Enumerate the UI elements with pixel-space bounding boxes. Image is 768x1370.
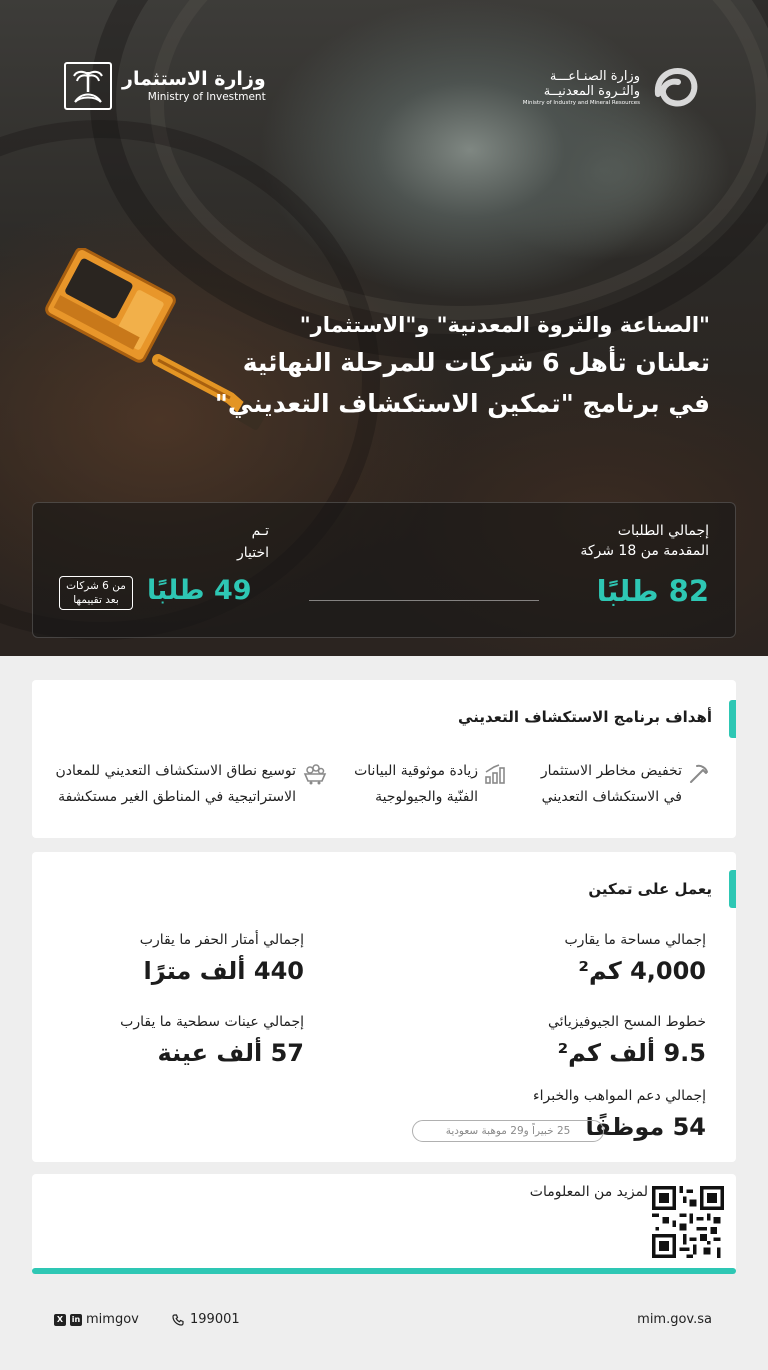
- metric-geophysical-lines: [548, 1012, 706, 1068]
- headline: [150, 308, 710, 424]
- goal-1-line-1: تخفيض مخاطر الاستثمار: [540, 763, 682, 779]
- metric-value: 9.5 ألف كم²: [557, 1039, 706, 1067]
- total-applications-value: 82 طلبًا: [596, 574, 709, 608]
- more-info-text: لمزيد من المعلومات: [529, 1184, 648, 1200]
- stats-panel: [32, 502, 736, 638]
- total-applications-stat: [580, 521, 709, 609]
- headline-line-1: "الصناعة والثروة المعدنية" و"الاستثمار": [299, 313, 710, 337]
- footer: [0, 1312, 768, 1336]
- goal-item-expand-exploration: [56, 758, 328, 810]
- goal-2-line-1: زيادة موثوقية البيانات: [354, 763, 478, 779]
- headline-line-2: تعلنان تأهل 6 شركات للمرحلة النهائية: [242, 348, 710, 377]
- phone-icon: [172, 1314, 184, 1326]
- selected-label-1: تـم: [251, 523, 269, 539]
- pickaxe-icon: [686, 762, 712, 788]
- metric-label: إجمالي دعم المواهب والخبراء: [533, 1088, 706, 1104]
- metric-value: 4,000 كم²: [578, 957, 706, 985]
- investment-ministry-name-en: Ministry of Investment: [147, 91, 266, 103]
- goal-2-line-2: الفنّية والجيولوجية: [375, 789, 478, 805]
- more-info-card: [32, 1174, 736, 1272]
- enable-title: يعمل على تمكين: [588, 880, 712, 898]
- industry-ministry-name-en: Ministry of Industry and Mineral Resources: [522, 99, 640, 106]
- phone-number[interactable]: [172, 1312, 240, 1327]
- metric-label: خطوط المسح الجيوفيزيائي: [547, 1014, 706, 1030]
- qr-code-icon[interactable]: [652, 1186, 724, 1258]
- goal-1-line-2: في الاستكشاف التعديني: [541, 789, 682, 805]
- x-icon[interactable]: X: [54, 1314, 66, 1326]
- section-accent-bar: [729, 700, 736, 738]
- investment-ministry-name-ar: وزارة الاستثمار: [122, 68, 266, 90]
- selected-label-2: اختيار: [236, 545, 269, 561]
- metric-label: إجمالي عينات سطحية ما يقارب: [120, 1014, 304, 1030]
- phone-number-text: 199001: [190, 1312, 240, 1327]
- metric-value: 54 موظفًا: [585, 1113, 706, 1141]
- goal-3-line-1: توسيع نطاق الاستكشاف التعديني للمعادن: [55, 763, 296, 779]
- industry-ministry-name-ar-2: والثـروة المعدنيــة: [543, 83, 640, 99]
- metric-label: إجمالي أمتار الحفر ما يقارب: [139, 932, 304, 948]
- selected-applications-stat: [59, 521, 269, 621]
- ministry-of-industry-logo: [523, 64, 702, 112]
- talent-breakdown-pill: 25 خبيراً و29 موهبة سعودية: [412, 1120, 604, 1142]
- social-handle[interactable]: [54, 1312, 139, 1327]
- program-goals-card: [32, 680, 736, 838]
- metric-surface-samples: [120, 1012, 304, 1068]
- bar-growth-icon: [482, 762, 508, 788]
- stats-divider: [309, 600, 539, 601]
- goal-3-line-2: الاستراتيجية في المناطق الغير مستكشفة: [58, 789, 296, 805]
- selected-companies-badge: [59, 576, 133, 610]
- social-handle-text: mimgov: [86, 1312, 139, 1327]
- selected-applications-value: 49 طلبًا: [147, 575, 252, 606]
- metric-value: 440 ألف مترًا: [143, 957, 304, 985]
- enablement-card: [32, 852, 736, 1162]
- badge-line-1: من 6 شركات: [66, 580, 126, 592]
- metric-total-area: [564, 930, 706, 986]
- ribbon-loop-logo-icon: [650, 64, 702, 112]
- ministry-of-investment-logo: [64, 62, 266, 110]
- metric-label: إجمالي مساحة ما يقارب: [564, 932, 706, 948]
- goals-title: أهداف برنامج الاستكشاف التعديني: [458, 708, 712, 726]
- total-applications-label-1: إجمالي الطلبات: [617, 523, 709, 539]
- total-applications-label-2: المقدمة من 18 شركة: [580, 543, 709, 559]
- metric-drilling-meters: [140, 930, 304, 986]
- hero-section: [0, 0, 768, 656]
- industry-ministry-name-ar-1: وزارة الصنـاعـــة: [549, 68, 640, 84]
- headline-line-3: في برنامج "تمكين الاستكشاف التعديني": [214, 389, 710, 418]
- accent-divider: [32, 1268, 736, 1274]
- palm-swords-emblem-icon: [64, 62, 112, 110]
- metric-value: 57 ألف عينة: [157, 1039, 304, 1067]
- mine-cart-icon: [302, 762, 328, 788]
- goal-item-data-reliability: [354, 758, 508, 810]
- linkedin-icon[interactable]: in: [71, 1314, 81, 1324]
- section-accent-bar: [729, 870, 736, 908]
- badge-line-2: بعد تقييمها: [73, 594, 119, 606]
- website-link[interactable]: mim.gov.sa: [637, 1312, 712, 1327]
- goal-item-reduce-risk: [541, 758, 712, 810]
